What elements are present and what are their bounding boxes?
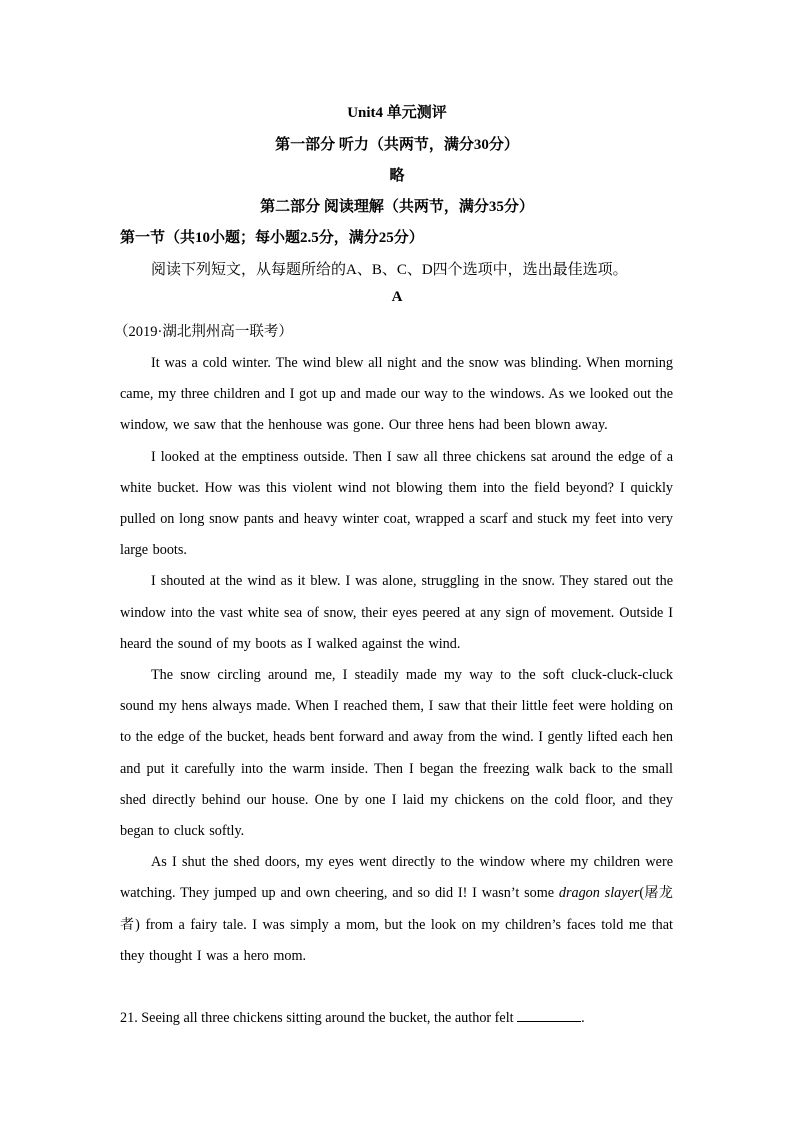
passage-paragraph-2: I looked at the emptiness outside. Then I saw all three chickens sat around the edge of a white bucket. How was this violent wind not blowing them into the field beyond? I quickly pulled on long snow pants and heavy winter coat, wrapped a scarf and stuck my feet into very large boots. (120, 448, 673, 559)
answer-blank[interactable] (517, 1007, 581, 1022)
paragraph-5-end: (屠龙者) from a fairy tale. I was simply a mom, but the look on my children’s faces told me that they thought I was a hero mom. (120, 885, 673, 964)
reading-passage (120, 348, 673, 972)
question-21 (120, 1004, 585, 1032)
part1-title: 第一部分 听力（共两节，满分30分） (275, 137, 519, 153)
passage-paragraph-3: I shouted at the wind as it blew. I was alone, struggling in the snow. They stared out the window into the vast white sea of snow, their eyes peered at any sign of movement. Outside I heard the sound of my boots as I walked against the wind. (120, 573, 673, 652)
part1-omitted: 略 (389, 168, 405, 184)
passage-paragraph-4: The snow circling around me, I steadily made my way to the soft cluck-cluck-cluck sound my hens always made. When I reached them, I saw that their little feet were holding on to the edge of the bucket, heads bent forward and away from the wind. I gently lifted each hen and put it carefully into the warm inside. Then I began the freezing walk back to the small shed directly behind our house. One by one I laid my chickens on the cold floor, and they began to cluck softly. (120, 667, 673, 840)
italic-term: dragon slayer (558, 885, 640, 902)
passage-paragraph-5 (120, 847, 673, 972)
passage-paragraph-1: It was a cold winter. The wind blew all night and the snow was blinding. When morning came, my three children and I got up and made our way to the windows. As we looked out the window, we saw that the henhouse was gone. Our three hens had been blown away. (120, 355, 673, 434)
part2-title: 第二部分 阅读理解（共两节，满分35分） (260, 199, 534, 215)
question-21-end: . (581, 1010, 585, 1026)
source-note: （2019·湖北荆州高一联考） (114, 324, 293, 340)
unit-title: Unit4 单元测评 (347, 105, 447, 121)
instruction: 阅读下列短文，从每题所给的A、B、C、D四个选项中，选出最佳选项。 (151, 262, 628, 278)
passage-label: A (391, 289, 403, 305)
section1-title: 第一节（共10小题；每小题2.5分，满分25分） (120, 230, 424, 246)
question-21-text: 21. Seeing all three chickens sitting around the bucket, the author felt (120, 1010, 518, 1026)
paragraph-5-start: As I shut the shed doors, my eyes went directly to the window where my children were watching. They jumped up and own cheering, and so did I! I wasn’t some (120, 854, 673, 902)
